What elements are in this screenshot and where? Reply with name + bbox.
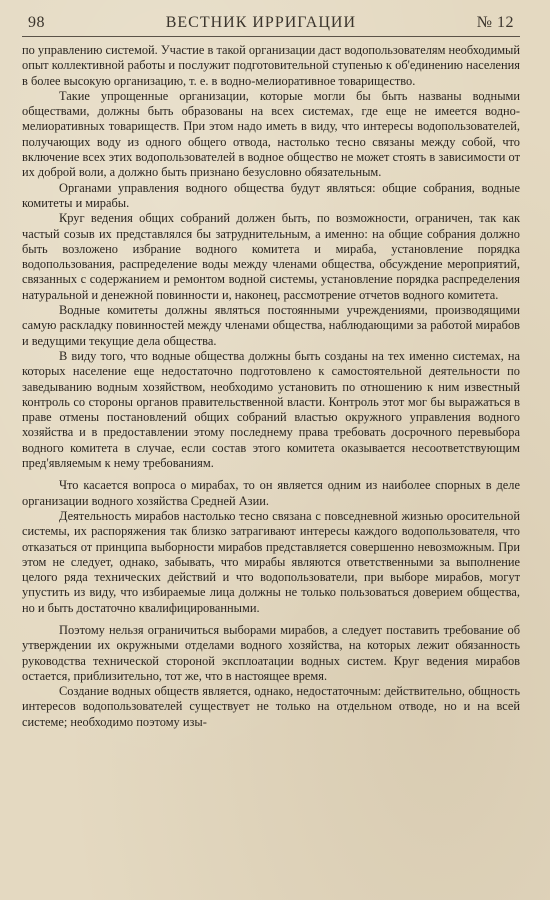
- paragraph: по управлению системой. Участие в такой организации даст водопользователям необходимый опыт коллективной работы и послужит подготовительной ступенью к об'единению населения в более высокую организацию, т. е. в водно-мелиоративное товарищество.: [22, 43, 520, 88]
- paragraph: Поэтому нельзя ограничиться выборами мирабов, а следует поставить требование об утверждении их окружными отделами водного хозяйства, на которых лежит обязанность руководства технической стороной эксплоатации водных систем. Круг ведения мирабов остается, приблизительно, тот же, что в настоящее время.: [22, 622, 520, 683]
- paragraph: Водные комитеты должны являться постоянными учреждениями, производящими самую раскладку повинностей между членами общества, наблюдающими за работой мирабов и ведущими текущие дела общества.: [22, 303, 520, 348]
- issue-number: № 12: [476, 14, 514, 31]
- paragraph: Органами управления водного общества будут являться: общие собрания, водные комитеты и мирабы.: [22, 180, 520, 210]
- running-header: [22, 14, 520, 37]
- paragraph: Деятельность мирабов настолько тесно связана с повседневной жизнью оросительной системы, их распоряжения так близко затрагивают интересы каждого водопользователя, что отказаться от принципа выборности мирабов представляется совершенно невозможным. При этом не следует, однако, забывать, что мирабы являются ответственными за выполнение целого ряда технических действий и что водопользователи, при выборе мирабов, могут упустить из виду, что избираемые лица должны не только пользоваться доверием общества, но и быть достаточно квалифицированными.: [22, 508, 520, 615]
- paragraph: Создание водных обществ является, однако, недостаточным: действительно, общность интересов водопользователей существует не только на отдельном отводе, но и на всей системе; необходимо поэтому изы-: [22, 684, 520, 729]
- paragraph: Круг ведения общих собраний должен быть, по возможности, ограничен, так как частый созыв их представлялся бы затруднительным, а именно: на общие собрания должно быть возложено избрание водного комитета и мираба, установление порядка водопользования, распределение воды между членами общества, обсуждение мероприятий, связанных с содержанием и ремонтом водной системы, установление порядка распределения натуральной и денежной повинности и, наконец, рассмотрение отчетов водного комитета.: [22, 211, 520, 302]
- paragraph: Что касается вопроса о мирабах, то он является одним из наиболее спорных в деле организации водного хозяйства Средней Азии.: [22, 478, 520, 508]
- paragraph: В виду того, что водные общества должны быть созданы на тех именно системах, на которых население еще недостаточно подготовлено к самостоятельной деятельности по заведыванию водным хозяйством, необходимо установить по отношению к ним известный контроль со стороны органов правительственной власти. Контроль этот мог бы выражаться в праве отмены постановлений общих собраний властью окружного управления водного хозяйства и в предоставлении этому последнему права требовать досрочного перевыбора водного комитета в случае, если состав этого комитета оказывается несоответствующим пред'являемым к нему требованиям.: [22, 348, 520, 471]
- article-body: [22, 43, 520, 730]
- journal-title: ВЕСТНИК ИРРИГАЦИИ: [165, 14, 357, 31]
- paragraph: Такие упрощенные организации, которые могли бы быть названы водными обществами, должны быть образованы на всех системах, где еще не имеется водно-мелиоративных товариществ. При этом надо иметь в виду, что интересы водопользователей, получающих воду из одного общего отвода, настолько тесно связаны между собой, что включение всех этих водопользователей в водное общество не может стоять в зависимости от их доброй воли, а должно быть признано безусловно обязательным.: [22, 88, 520, 180]
- page-number: 98: [28, 14, 45, 31]
